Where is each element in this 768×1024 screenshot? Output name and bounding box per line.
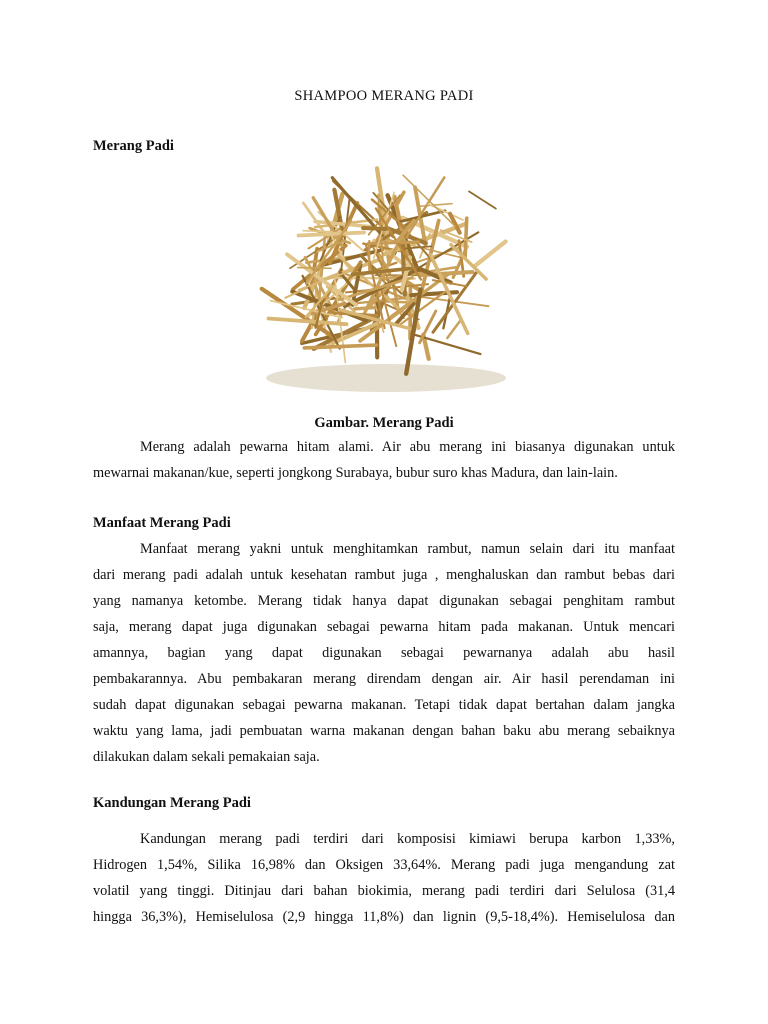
straw-strand: [447, 321, 460, 338]
paragraph-line: sudah dapat digunakan sebagai pewarna makanan. Tetapi tidak dapat bertahan dalam jangka: [93, 697, 675, 713]
paragraph-line: pembakarannya. Abu pembakaran merang direndam dengan air. Air hasil perendaman ini: [93, 671, 675, 687]
paragraph-line: Kandungan merang padi terdiri dari komposisi kimiawi berupa karbon 1,33%,: [140, 831, 675, 847]
paragraph-line: volatil yang tinggi. Ditinjau dari bahan biokimia, merang padi terdiri dari Selulosa (31,4: [93, 883, 675, 899]
figure-caption: Gambar. Merang Padi: [314, 415, 454, 431]
straw-strand: [465, 218, 467, 256]
straw-strand: [304, 345, 376, 348]
straw-strand: [420, 204, 452, 207]
straw-image: [236, 156, 532, 416]
paragraph-merang-padi: [93, 434, 675, 486]
paragraph-line: Hidrogen 1,54%, Silika 16,98% dan Oksigen 33,64%. Merang padi juga mengandung zat: [93, 857, 675, 873]
paragraph-line: dilakukan dalam sekali pemakaian saja.: [93, 749, 320, 765]
straw-strand: [298, 268, 332, 269]
paragraph-kandungan: [93, 826, 675, 930]
rice-straw-illustration: [236, 156, 532, 416]
straw-strand: [363, 228, 385, 229]
paragraph-line: hingga 36,3%), Hemiselulosa (2,9 hingga 11,8%) dan lignin (9,5-18,4%). Hemiselulosa dan: [93, 909, 675, 925]
straw-strand: [369, 242, 419, 243]
paragraph-line: waktu yang lama, jadi pembuatan warna makanan dengan bahan baku abu merang sebaiknya: [93, 723, 675, 739]
paragraph-line: Merang adalah pewarna hitam alami. Air abu merang ini biasanya digunakan untuk: [140, 439, 675, 455]
section-heading-kandungan: Kandungan Merang Padi: [93, 795, 251, 811]
paragraph-line: saja, merang dapat juga digunakan sebagai pewarna hitam pada makanan. Untuk mencari: [93, 619, 675, 635]
paragraph-line: amannya, bagian yang dapat digunakan sebagai pewarnanya adalah abu hasil: [93, 645, 675, 661]
paragraph-line: yang namanya ketombe. Merang tidak hanya dapat digunakan sebagai penghitam rambut: [93, 593, 675, 609]
paragraph-manfaat: [93, 536, 675, 770]
paragraph-line: mewarnai makanan/kue, seperti jongkong Surabaya, bubur suro khas Madura, dan lain-lain.: [93, 465, 618, 481]
straw-strand: [475, 242, 506, 267]
section-heading-manfaat: Manfaat Merang Padi: [93, 515, 231, 531]
document-title: SHAMPOO MERANG PADI: [294, 88, 474, 104]
straw-strand: [354, 308, 374, 309]
paragraph-line: Manfaat merang yakni untuk menghitamkan rambut, namun selain dari itu manfaat: [140, 541, 675, 557]
paragraph-line: dari merang padi adalah untuk kesehatan rambut juga , menghaluskan dan rambut bebas dari: [93, 567, 675, 583]
straw-strand: [299, 233, 365, 236]
straw-strand: [469, 191, 496, 208]
section-heading-merang-padi: Merang Padi: [93, 138, 174, 154]
